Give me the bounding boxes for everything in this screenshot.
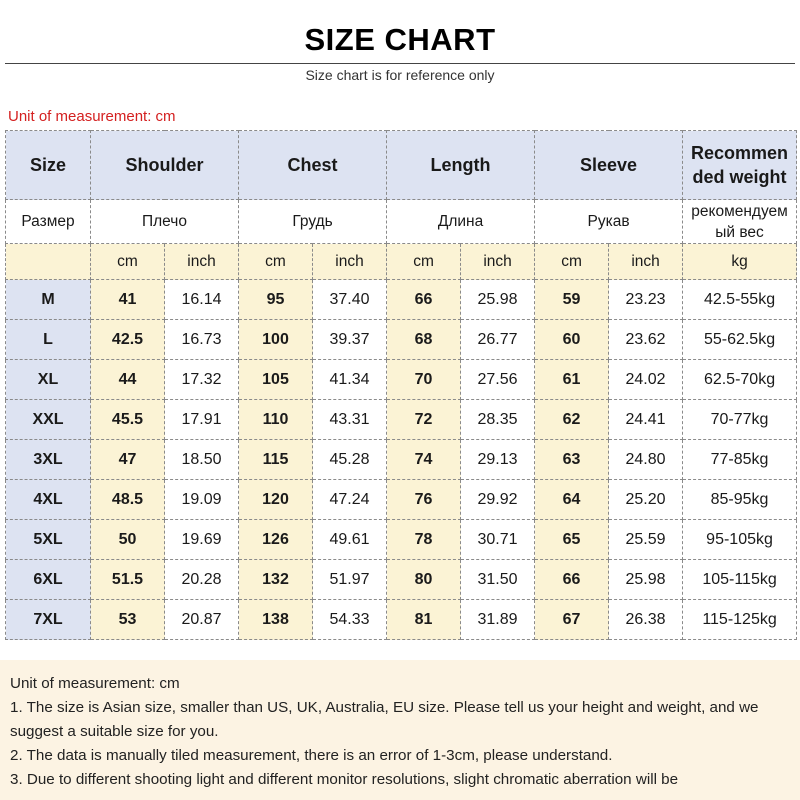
title-divider bbox=[5, 63, 795, 64]
chest-inch-cell: 47.24 bbox=[313, 480, 387, 520]
length-cm-cell: 68 bbox=[387, 320, 461, 360]
length-inch-cell: 29.13 bbox=[461, 440, 535, 480]
sleeve-inch-cell: 25.98 bbox=[609, 560, 683, 600]
sleeve-inch-cell: 25.59 bbox=[609, 520, 683, 560]
table-row bbox=[6, 480, 797, 520]
table-row bbox=[6, 520, 797, 560]
size-cell: 5XL bbox=[6, 520, 91, 560]
sleeve-cm-cell: 67 bbox=[535, 600, 609, 640]
length-cm-cell: 76 bbox=[387, 480, 461, 520]
header-row-en bbox=[6, 131, 797, 200]
header-sleeve: Sleeve bbox=[535, 131, 683, 200]
notes-item-1: 1. The size is Asian size, smaller than US, UK, Australia, EU size. Please tell us your height and weight, and we suggest a suitable size for you. bbox=[10, 699, 759, 740]
shoulder-cm-cell: 42.5 bbox=[91, 320, 165, 360]
length-inch-cell: 28.35 bbox=[461, 400, 535, 440]
shoulder-inch-cell: 16.73 bbox=[165, 320, 239, 360]
table-row bbox=[6, 280, 797, 320]
weight-cell: 55-62.5kg bbox=[683, 320, 797, 360]
shoulder-inch-cell: 19.69 bbox=[165, 520, 239, 560]
size-cell: 6XL bbox=[6, 560, 91, 600]
size-chart-table bbox=[5, 130, 797, 640]
length-cm-cell: 74 bbox=[387, 440, 461, 480]
chest-cm-cell: 126 bbox=[239, 520, 313, 560]
sleeve-cm-cell: 64 bbox=[535, 480, 609, 520]
page-subtitle: Size chart is for reference only bbox=[305, 67, 495, 83]
length-inch-cell: 31.50 bbox=[461, 560, 535, 600]
size-cell: XL bbox=[6, 360, 91, 400]
table-row bbox=[6, 560, 797, 600]
header-chest-ru: Грудь bbox=[239, 200, 387, 244]
header-sleeve-ru: Рукав bbox=[535, 200, 683, 244]
length-inch-cell: 30.71 bbox=[461, 520, 535, 560]
unit-weight-kg: kg bbox=[683, 244, 797, 280]
shoulder-inch-cell: 19.09 bbox=[165, 480, 239, 520]
sleeve-cm-cell: 66 bbox=[535, 560, 609, 600]
weight-cell: 105-115kg bbox=[683, 560, 797, 600]
size-cell: XXL bbox=[6, 400, 91, 440]
chest-inch-cell: 41.34 bbox=[313, 360, 387, 400]
header-size: Size bbox=[6, 131, 91, 200]
header-length: Length bbox=[387, 131, 535, 200]
sleeve-inch-cell: 25.20 bbox=[609, 480, 683, 520]
unit-length-inch: inch bbox=[461, 244, 535, 280]
shoulder-cm-cell: 45.5 bbox=[91, 400, 165, 440]
unit-length-cm: cm bbox=[387, 244, 461, 280]
length-inch-cell: 26.77 bbox=[461, 320, 535, 360]
chest-cm-cell: 138 bbox=[239, 600, 313, 640]
size-cell: 3XL bbox=[6, 440, 91, 480]
size-cell: M bbox=[6, 280, 91, 320]
header-chest: Chest bbox=[239, 131, 387, 200]
chest-cm-cell: 132 bbox=[239, 560, 313, 600]
header-size-ru: Размер bbox=[6, 200, 91, 244]
page-title: SIZE CHART bbox=[304, 22, 496, 57]
header-shoulder-ru: Плечо bbox=[91, 200, 239, 244]
chest-inch-cell: 49.61 bbox=[313, 520, 387, 560]
unit-sleeve-cm: cm bbox=[535, 244, 609, 280]
length-cm-cell: 72 bbox=[387, 400, 461, 440]
sleeve-cm-cell: 59 bbox=[535, 280, 609, 320]
length-cm-cell: 81 bbox=[387, 600, 461, 640]
notes-item-3: 3. Due to different shooting light and different monitor resolutions, slight chromatic aberration will be bbox=[10, 771, 679, 788]
length-cm-cell: 80 bbox=[387, 560, 461, 600]
shoulder-inch-cell: 16.14 bbox=[165, 280, 239, 320]
header-weight bbox=[683, 131, 797, 200]
sleeve-inch-cell: 24.80 bbox=[609, 440, 683, 480]
chest-inch-cell: 54.33 bbox=[313, 600, 387, 640]
sleeve-cm-cell: 62 bbox=[535, 400, 609, 440]
weight-cell: 70-77kg bbox=[683, 400, 797, 440]
notes-unit: Unit of measurement: cm bbox=[10, 675, 180, 692]
chest-cm-cell: 110 bbox=[239, 400, 313, 440]
sleeve-cm-cell: 61 bbox=[535, 360, 609, 400]
shoulder-cm-cell: 48.5 bbox=[91, 480, 165, 520]
units-row bbox=[6, 244, 797, 280]
shoulder-cm-cell: 47 bbox=[91, 440, 165, 480]
weight-cell: 95-105kg bbox=[683, 520, 797, 560]
header-weight-ru-line1: рекомендуем bbox=[691, 202, 788, 220]
sleeve-inch-cell: 24.02 bbox=[609, 360, 683, 400]
length-cm-cell: 70 bbox=[387, 360, 461, 400]
chest-inch-cell: 39.37 bbox=[313, 320, 387, 360]
shoulder-cm-cell: 51.5 bbox=[91, 560, 165, 600]
chest-cm-cell: 100 bbox=[239, 320, 313, 360]
length-cm-cell: 66 bbox=[387, 280, 461, 320]
shoulder-cm-cell: 44 bbox=[91, 360, 165, 400]
length-inch-cell: 25.98 bbox=[461, 280, 535, 320]
table-row bbox=[6, 360, 797, 400]
sleeve-cm-cell: 60 bbox=[535, 320, 609, 360]
shoulder-cm-cell: 53 bbox=[91, 600, 165, 640]
table-row bbox=[6, 440, 797, 480]
shoulder-inch-cell: 18.50 bbox=[165, 440, 239, 480]
table-row bbox=[6, 320, 797, 360]
header-weight-line1: Recommen bbox=[691, 143, 789, 163]
chest-inch-cell: 37.40 bbox=[313, 280, 387, 320]
sleeve-cm-cell: 65 bbox=[535, 520, 609, 560]
weight-cell: 42.5-55kg bbox=[683, 280, 797, 320]
unit-sleeve-inch: inch bbox=[609, 244, 683, 280]
table-row bbox=[6, 400, 797, 440]
shoulder-cm-cell: 41 bbox=[91, 280, 165, 320]
shoulder-inch-cell: 20.28 bbox=[165, 560, 239, 600]
length-cm-cell: 78 bbox=[387, 520, 461, 560]
sleeve-inch-cell: 23.62 bbox=[609, 320, 683, 360]
chest-cm-cell: 105 bbox=[239, 360, 313, 400]
unit-chest-cm: cm bbox=[239, 244, 313, 280]
unit-shoulder-inch: inch bbox=[165, 244, 239, 280]
shoulder-inch-cell: 20.87 bbox=[165, 600, 239, 640]
shoulder-cm-cell: 50 bbox=[91, 520, 165, 560]
weight-cell: 62.5-70kg bbox=[683, 360, 797, 400]
unit-note: Unit of measurement: cm bbox=[8, 108, 176, 125]
size-cell: 7XL bbox=[6, 600, 91, 640]
length-inch-cell: 29.92 bbox=[461, 480, 535, 520]
unit-blank bbox=[6, 244, 91, 280]
size-cell: 4XL bbox=[6, 480, 91, 520]
weight-cell: 115-125kg bbox=[683, 600, 797, 640]
shoulder-inch-cell: 17.91 bbox=[165, 400, 239, 440]
unit-chest-inch: inch bbox=[313, 244, 387, 280]
sleeve-inch-cell: 26.38 bbox=[609, 600, 683, 640]
sleeve-inch-cell: 23.23 bbox=[609, 280, 683, 320]
chest-cm-cell: 120 bbox=[239, 480, 313, 520]
chest-inch-cell: 45.28 bbox=[313, 440, 387, 480]
weight-cell: 77-85kg bbox=[683, 440, 797, 480]
sleeve-cm-cell: 63 bbox=[535, 440, 609, 480]
chest-cm-cell: 95 bbox=[239, 280, 313, 320]
header-weight-ru-line2: ый вес bbox=[715, 223, 764, 241]
shoulder-inch-cell: 17.32 bbox=[165, 360, 239, 400]
chest-cm-cell: 115 bbox=[239, 440, 313, 480]
size-cell: L bbox=[6, 320, 91, 360]
header-weight-ru bbox=[683, 200, 797, 244]
header-row-ru bbox=[6, 200, 797, 244]
sleeve-inch-cell: 24.41 bbox=[609, 400, 683, 440]
unit-shoulder-cm: cm bbox=[91, 244, 165, 280]
weight-cell: 85-95kg bbox=[683, 480, 797, 520]
length-inch-cell: 27.56 bbox=[461, 360, 535, 400]
notes-item-2: 2. The data is manually tiled measurement, there is an error of 1-3cm, please understand. bbox=[10, 747, 613, 764]
notes-section bbox=[0, 660, 800, 800]
header-length-ru: Длина bbox=[387, 200, 535, 244]
length-inch-cell: 31.89 bbox=[461, 600, 535, 640]
header-shoulder: Shoulder bbox=[91, 131, 239, 200]
chest-inch-cell: 51.97 bbox=[313, 560, 387, 600]
table-row bbox=[6, 600, 797, 640]
chest-inch-cell: 43.31 bbox=[313, 400, 387, 440]
header-weight-line2: ded weight bbox=[692, 167, 787, 187]
